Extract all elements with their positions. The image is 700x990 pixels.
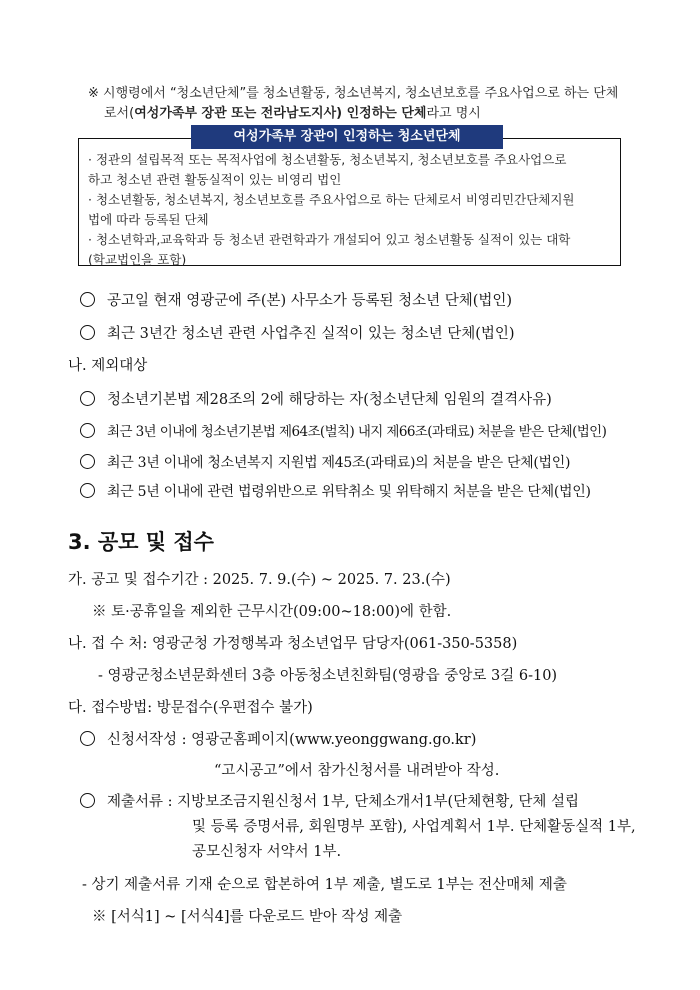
note-line-2-bold: 여성가족부 장관 또는 전라남도지사) 인정하는 단체 [134,106,427,121]
form-instruction-sub: “고시공고”에서 참가신청서를 내려받아 작성. [214,763,500,779]
excluded-heading: 나. 제외대상 [68,358,148,374]
period-note: ※ 토·공휴일을 제외한 근무시간(09:00~18:00)에 한함. [92,604,452,620]
documents-line-1: 제출서류 : 지방보조금지원신청서 1부, 단체소개서1부(단체현황, 단체 설립 [80,790,579,811]
submit-note: - 상기 제출서류 기재 순으로 합본하여 1부 제출, 별도로 1부는 전산매체 제출 [82,877,567,893]
circle-bullet-icon [80,731,95,746]
excluded-item: 청소년기본법 제28조의 2에 해당하는 자(청소년단체 임원의 결격사유) [80,388,552,409]
documents-line-3: 공모신청자 서약서 1부. [192,844,342,860]
note-line-2 [104,102,481,121]
excluded-item: 최근 3년 이내에 청소년기본법 제64조(벌칙) 내지 제66조(과태료) 처분을 받은 단체(법인) [80,420,606,440]
section-title: 3. 공모 및 접수 [68,530,214,554]
form-instruction: 신청서작성 : 영광군홈페이지(www.yeonggwang.go.kr) [80,728,476,749]
box-item: · 정관의 설립목적 또는 목적사업에 청소년활동, 청소년복지, 청소년보호를 주요사업으로 [88,152,567,167]
note-line-2-pre: 로서( [104,106,135,121]
note-line-1: ※ 시행령에서 “청소년단체”를 청소년활동, 청소년복지, 청소년보호를 주요사업으로 하는 단체 [88,86,619,101]
box-item: 법에 따라 등록된 단체 [88,212,209,227]
circle-bullet-icon [80,793,95,808]
circle-bullet-icon [80,391,95,406]
application-period: 가. 공고 및 접수기간 : 2025. 7. 9.(수) ~ 2025. 7. 23.(수) [68,572,451,588]
application-method: 다. 접수방법: 방문접수(우편접수 불가) [68,700,313,716]
circle-bullet-icon [80,454,95,469]
box-item: · 청소년학과,교육학과 등 청소년 관련학과가 개설되어 있고 청소년활동 실적이 있는 대학 [88,232,571,247]
box-item: 하고 청소년 관련 활동실적이 있는 비영리 법인 [88,172,342,187]
documents-line-2: 및 등록 증명서류, 회원명부 포함), 사업계획서 1부. 단체활동실적 1부, [192,819,636,835]
excluded-item: 최근 5년 이내에 관련 법령위반으로 위탁취소 및 위탁해지 처분을 받은 단체(법인) [80,481,591,501]
application-place: 나. 접 수 처: 영광군청 가정행복과 청소년업무 담당자(061-350-5358) [68,636,518,652]
application-place-sub: - 영광군청소년문화센터 3층 아동청소년친화팀(영광읍 중앙로 3길 6-10) [98,668,558,684]
circle-bullet-icon [80,325,95,340]
eligible-item: 공고일 현재 영광군에 주(본) 사무소가 등록된 청소년 단체(법인) [80,289,512,310]
definition-box-title: 여성가족부 장관이 인정하는 청소년단체 [191,125,503,149]
excluded-item: 최근 3년 이내에 청소년복지 지원법 제45조(과태료)의 처분을 받은 단체(법인) [80,452,570,472]
forms-note: ※ [서식1] ~ [서식4]를 다운로드 받아 작성 제출 [92,909,403,925]
box-item: · 청소년활동, 청소년복지, 청소년보호를 주요사업으로 하는 단체로서 비영리민간단체지원 [88,192,575,207]
eligible-item: 최근 3년간 청소년 관련 사업추진 실적이 있는 청소년 단체(법인) [80,322,515,343]
circle-bullet-icon [80,423,95,438]
circle-bullet-icon [80,483,95,498]
box-item: (학교법인을 포함) [88,252,187,267]
circle-bullet-icon [80,292,95,307]
note-line-2-post: 라고 명시 [426,106,481,121]
